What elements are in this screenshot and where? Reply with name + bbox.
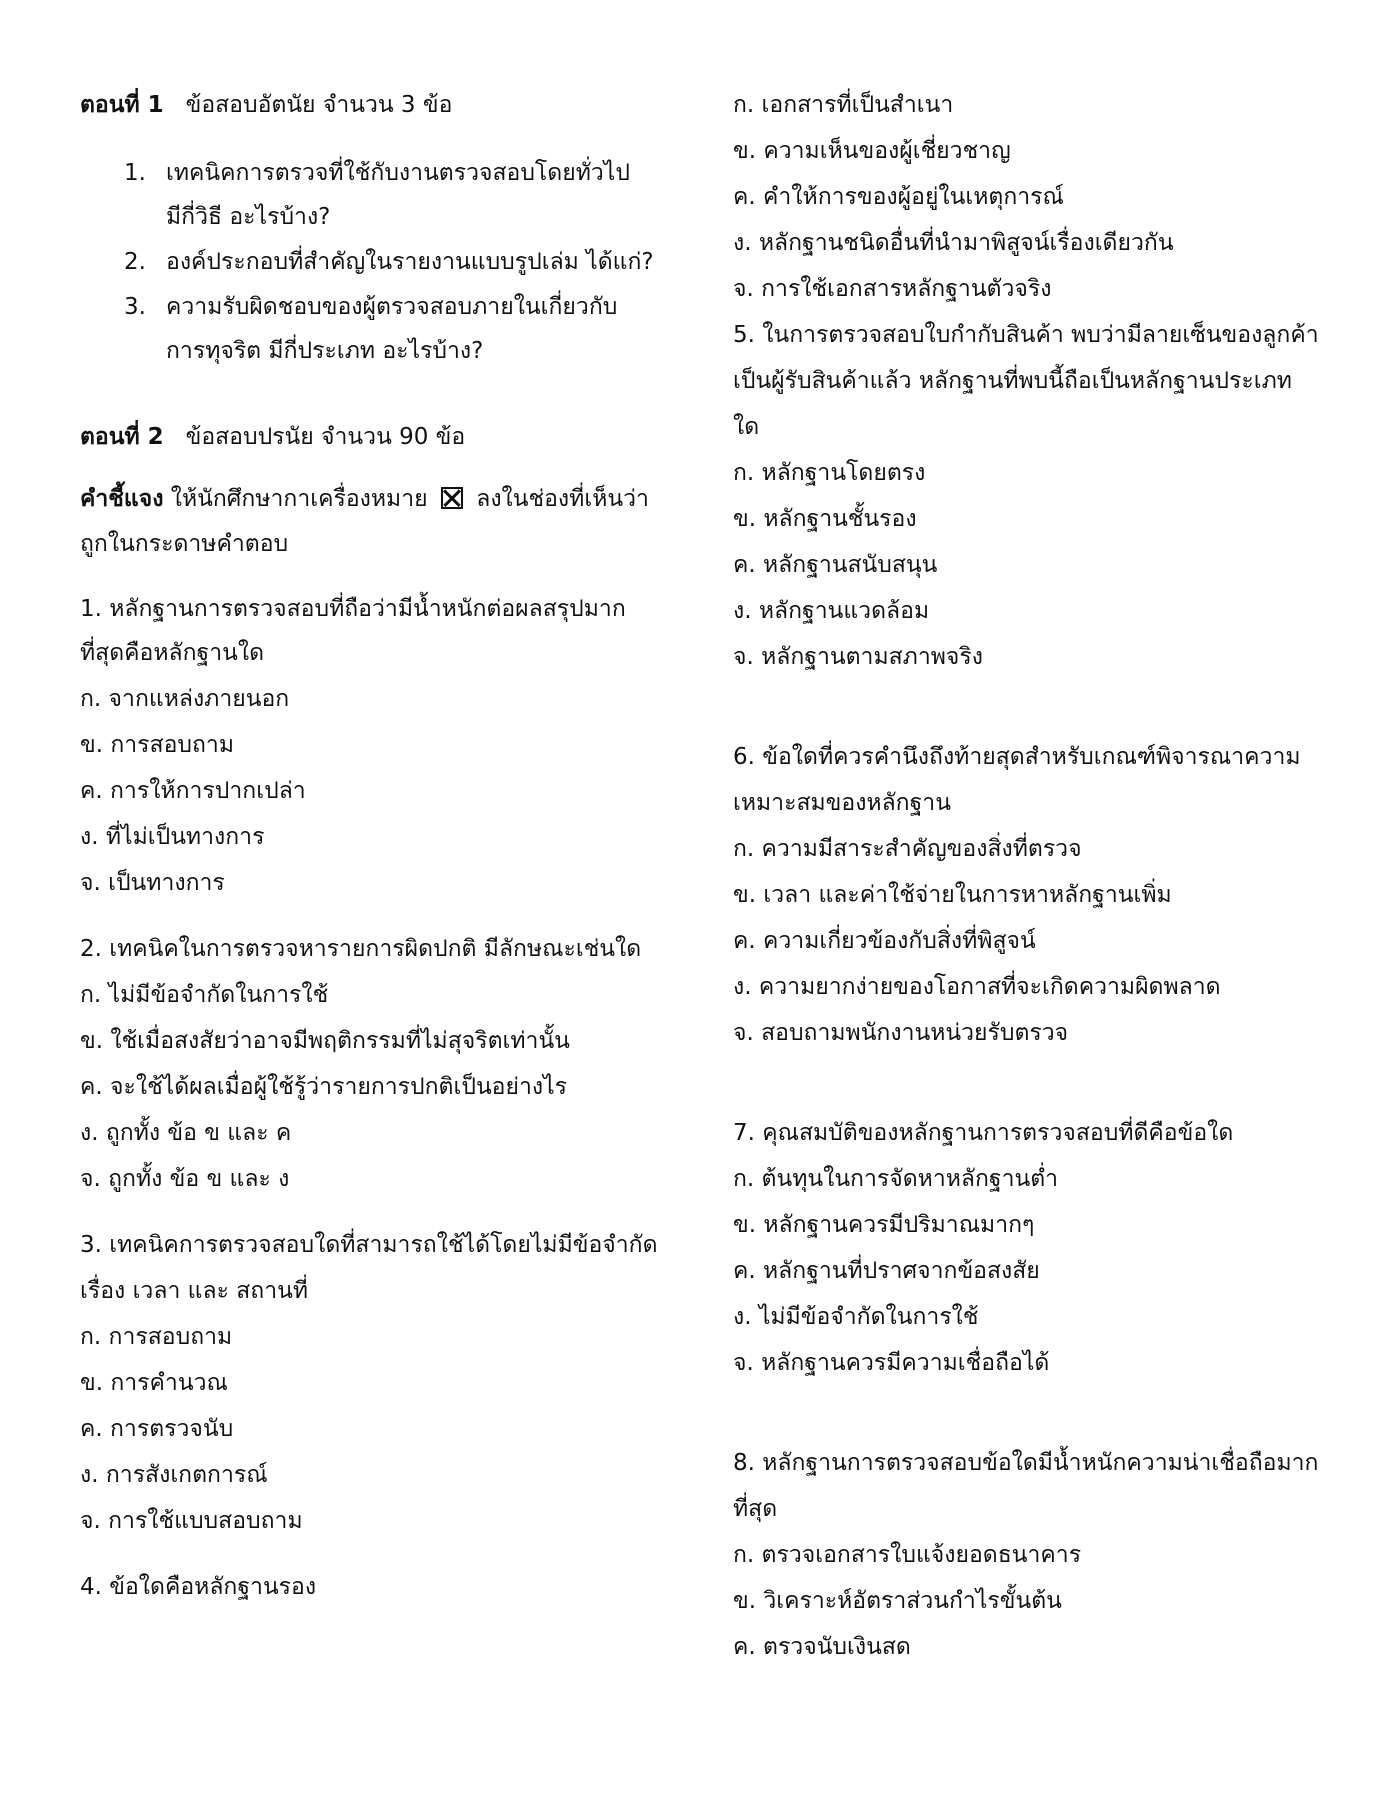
part1-heading <box>80 90 452 120</box>
option: ข. การคำนวณ <box>80 1370 228 1396</box>
instructions: คำชี้แจง ให้นักศึกษากาเครื่องหมาย ลงในช่องที่เห็นว่า <box>80 486 649 512</box>
option: จ. การใช้แบบสอบถาม <box>80 1508 303 1534</box>
question-text: 7. คุณสมบัติของหลักฐานการตรวจสอบที่ดีคือข้อใด <box>733 1120 1234 1146</box>
option: จ. การใช้เอกสารหลักฐานตัวจริง <box>733 276 1052 302</box>
question-text-cont: ที่สุดคือหลักฐานใด <box>80 640 265 666</box>
option: ง. ถูกทั้ง ข้อ ข และ ค <box>80 1120 292 1146</box>
question-text: 3. เทคนิคการตรวจสอบใดที่สามารถใช้ได้โดยไม่มีข้อจำกัด <box>80 1232 658 1258</box>
option: ง. การสังเกตการณ์ <box>80 1462 268 1488</box>
option: ก. การสอบถาม <box>80 1324 233 1350</box>
instructions-label: คำชี้แจง <box>80 486 164 512</box>
option: ข. การสอบถาม <box>80 732 234 758</box>
essay-item-cont: การทุจริต มีกี่ประเภท อะไรบ้าง? <box>166 338 484 364</box>
option: ค. หลักฐานที่ปราศจากข้อสงสัย <box>733 1258 1040 1284</box>
question-text: 5. ในการตรวจสอบใบกำกับสินค้า พบว่ามีลายเซ็นของลูกค้า <box>733 322 1319 348</box>
option: ก. หลักฐานโดยตรง <box>733 460 926 486</box>
option: ก. ตรวจเอกสารใบแจ้งยอดธนาคาร <box>733 1542 1082 1568</box>
option: ค. การให้การปากเปล่า <box>80 778 306 804</box>
option: ค. ความเกี่ยวข้องกับสิ่งที่พิสูจน์ <box>733 928 1036 954</box>
part2-heading <box>80 422 465 452</box>
option: ข. ใช้เมื่อสงสัยว่าอาจมีพฤติกรรมที่ไม่สุจริตเท่านั้น <box>80 1028 570 1054</box>
part2-label: ตอนที่ 2 <box>80 424 164 450</box>
option: จ. สอบถามพนักงานหน่วยรับตรวจ <box>733 1020 1069 1046</box>
option: ก. เอกสารที่เป็นสำเนา <box>733 92 954 118</box>
option: จ. หลักฐานตามสภาพจริง <box>733 644 983 670</box>
option: ค. หลักฐานสนับสนุน <box>733 552 938 578</box>
part1-desc: ข้อสอบอัตนัย จำนวน 3 ข้อ <box>185 92 453 118</box>
essay-item: 2. องค์ประกอบที่สำคัญในรายงานแบบรูปเล่ม ได้แก่? <box>124 249 654 275</box>
question-text-cont: เรื่อง เวลา และ สถานที่ <box>80 1278 309 1304</box>
question-text-cont: ใด <box>733 414 760 440</box>
option: ค. ตรวจนับเงินสด <box>733 1634 911 1660</box>
option: ก. ต้นทุนในการจัดหาหลักฐานต่ำ <box>733 1166 1059 1192</box>
option: ข. หลักฐานชั้นรอง <box>733 506 917 532</box>
option: จ. ถูกทั้ง ข้อ ข และ ง <box>80 1166 290 1192</box>
option: ค. จะใช้ได้ผลเมื่อผู้ใช้รู้ว่ารายการปกติเป็นอย่างไร <box>80 1074 568 1100</box>
option: ง. หลักฐานชนิดอื่นที่นำมาพิสูจน์เรื่องเดียวกัน <box>733 230 1174 256</box>
option: จ. หลักฐานควรมีความเชื่อถือได้ <box>733 1350 1050 1376</box>
option: ก. ไม่มีข้อจำกัดในการใช้ <box>80 982 329 1008</box>
option: ข. ความเห็นของผู้เชี่ยวชาญ <box>733 138 1011 164</box>
checked-box-icon <box>441 487 463 509</box>
essay-item-cont: มีกี่วิธี อะไรบ้าง? <box>166 204 331 230</box>
essay-item: 3. ความรับผิดชอบของผู้ตรวจสอบภายในเกี่ยวกับ <box>124 294 618 320</box>
option: จ. เป็นทางการ <box>80 870 225 896</box>
option: ข. หลักฐานควรมีปริมาณมากๆ <box>733 1212 1035 1238</box>
option: ค. คำให้การของผู้อยู่ในเหตุการณ์ <box>733 184 1064 210</box>
question-text: 2. เทคนิคในการตรวจหารายการผิดปกติ มีลักษณะเช่นใด <box>80 936 642 962</box>
part1-label: ตอนที่ 1 <box>80 92 164 118</box>
part2-desc: ข้อสอบปรนัย จำนวน 90 ข้อ <box>185 424 466 450</box>
question-text: 8. หลักฐานการตรวจสอบข้อใดมีน้ำหนักความน่าเชื่อถือมาก <box>733 1450 1319 1476</box>
essay-item: 1. เทคนิคการตรวจที่ใช้กับงานตรวจสอบโดยทั่วไป <box>124 160 630 186</box>
instructions-cont: ถูกในกระดาษคำตอบ <box>80 531 289 557</box>
question-text-cont: เหมาะสมของหลักฐาน <box>733 790 951 816</box>
option: ค. การตรวจนับ <box>80 1416 234 1442</box>
option: ข. วิเคราะห์อัตราส่วนกำไรขั้นต้น <box>733 1588 1062 1614</box>
option: ง. หลักฐานแวดล้อม <box>733 598 930 624</box>
question-text: 4. ข้อใดคือหลักฐานรอง <box>80 1574 317 1600</box>
question-text-cont: ที่สุด <box>733 1496 778 1522</box>
question-text-cont: เป็นผู้รับสินค้าแล้ว หลักฐานที่พบนี้ถือเป็นหลักฐานประเภท <box>733 368 1292 394</box>
question-text: 1. หลักฐานการตรวจสอบที่ถือว่ามีน้ำหนักต่อผลสรุปมาก <box>80 596 626 622</box>
question-text: 6. ข้อใดที่ควรคำนึงถึงท้ายสุดสำหรับเกณฑ์พิจารณาความ <box>733 744 1301 770</box>
option: ง. ไม่มีข้อจำกัดในการใช้ <box>733 1304 979 1330</box>
option: ง. ที่ไม่เป็นทางการ <box>80 824 265 850</box>
option: ก. ความมีสาระสำคัญของสิ่งที่ตรวจ <box>733 836 1082 862</box>
option: ก. จากแหล่งภายนอก <box>80 686 290 712</box>
option: ง. ความยากง่ายของโอกาสที่จะเกิดความผิดพลาด <box>733 974 1221 1000</box>
option: ข. เวลา และค่าใช้จ่ายในการหาหลักฐานเพิ่ม <box>733 882 1172 908</box>
